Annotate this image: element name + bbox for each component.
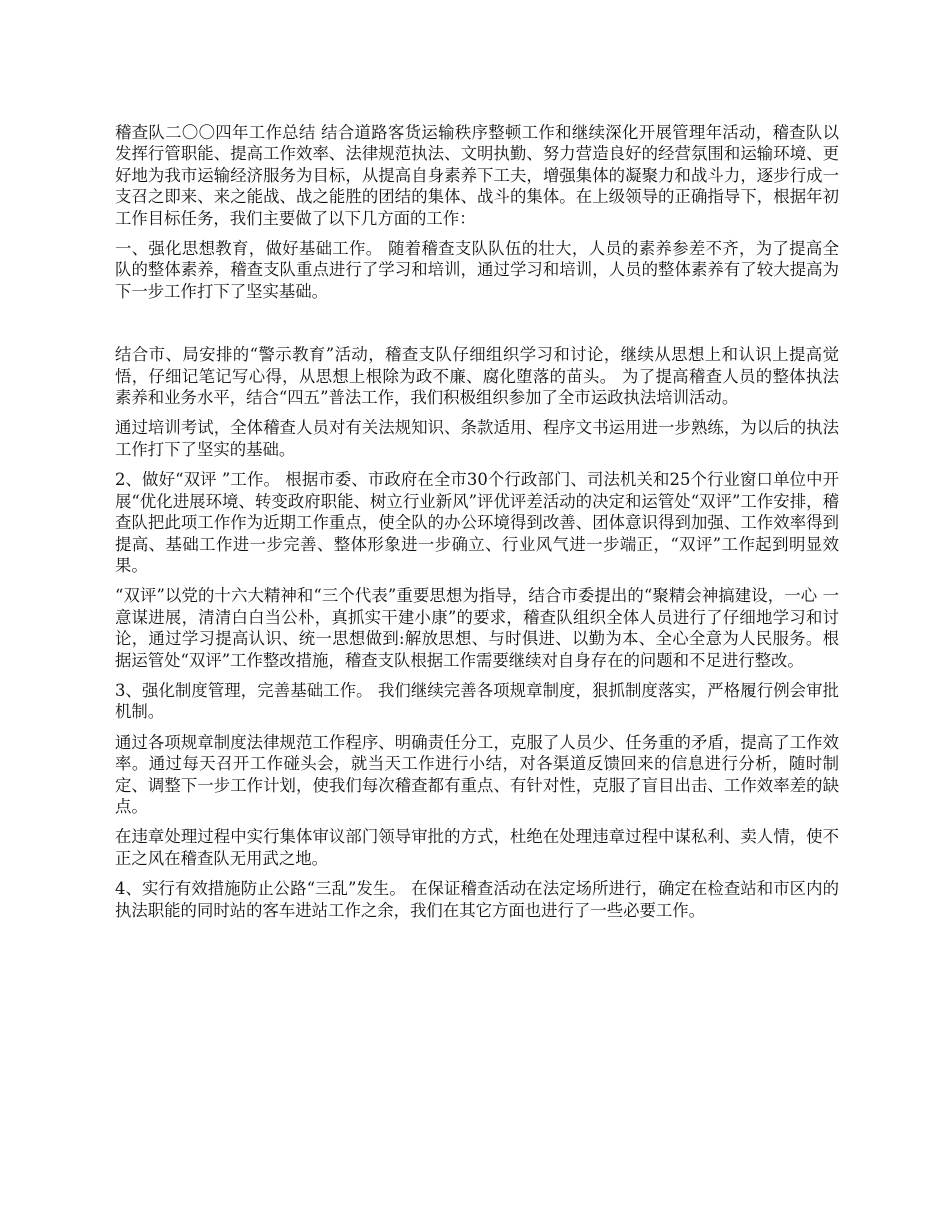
- paragraph-section-3: 3、强化制度管理，完善基础工作。 我们继续完善各项规章制度，狠抓制度落实，严格履行例会审批机制。: [115, 680, 839, 722]
- paragraph-training-exam: 通过培训考试，全体稽查人员对有关法规知识、条款适用、程序文书运用进一步熟练，为以后的执法工作打下了坚实的基础。: [115, 418, 839, 459]
- paragraph-section-4: 4、实行有效措施防止公路“三乱”发生。 在保证稽查活动在法定场所进行，确定在检查站和市区内的执法职能的同时站的客车进站工作之余，我们在其它方面也进行了一些必要工作。: [115, 879, 839, 920]
- paragraph-intro: 稽查队二〇〇四年工作总结 结合道路客货运输秩序整顿工作和继续深化开展管理年活动，稽查队以发挥行管职能、提高工作效率、法律规范执法、文明执勤、努力营造良好的经营氛围和运输环境、更好地为我市运输经济服务为目标，从提高自身素养下工夫，增强集体的凝聚力和战斗力，逐步行成一支召之即来、来之能战、战之能胜的团结的集体、战斗的集体。在上级领导的正确指导下，根据年初工作目标任务，我们主要做了以下几方面的工作：: [115, 123, 839, 228]
- paragraph-double-evaluation: “双评”以党的十六大精神和“三个代表”重要思想为指导，结合市委提出的“聚精会神搞建设，一心 一意谋进展，清清白白当公朴，真抓实干建小康”的要求，稽查队组织全体人员进行了仔细地学习和讨论，通过学习提高认识、统一思想做到:解放思想、与时俱进、以勤为本、全心全意为人民服务。根据运管处“双评”工作整改措施，稽查支队根据工作需要继续对自身存在的问题和不足进行整改。: [115, 586, 839, 670]
- paragraph-violation-handling: 在违章处理过程中实行集体审议部门领导审批的方式，杜绝在处理违章过程中谋私利、卖人情，使不正之风在稽查队无用武之地。: [115, 827, 839, 868]
- document-body: [115, 122, 839, 930]
- paragraph-section-2: 2、做好“双评 ”工作。 根据市委、市政府在全市30个行政部门、司法机关和25个行业窗口单位中开展“优化进展环境、转变政府职能、树立行业新风”评优评差活动的决定和运管处“双评”工作安排，稽查队把此项工作作为近期工作重点，使全队的办公环境得到改善、团体意识得到加强、工作效率得到提高、基础工作进一步完善、整体形象进一步确立、行业风气进一步端正，“双评”工作起到明显效果。: [115, 470, 839, 575]
- paragraph-regulations: 通过各项规章制度法律规范工作程序、明确责任分工，克服了人员少、任务重的矛盾，提高了工作效率。通过每天召开工作碰头会，就当天工作进行小结，对各渠道反馈回来的信息进行分析，随时制定、调整下一步工作计划，使我们每次稽查都有重点、有针对性，克服了盲目出击、工作效率差的缺点。: [115, 732, 839, 816]
- paragraph-section-1: 一、强化思想教育，做好基础工作。 随着稽查支队队伍的壮大，人员的素养参差不齐，为了提高全队的整体素养，稽查支队重点进行了学习和培训，通过学习和培训，人员的整体素养有了较大提高为下一步工作打下了坚实基础。: [115, 239, 839, 301]
- paragraph-warning-education: 结合市、局安排的“警示教育”活动，稽查支队仔细组织学习和讨论，继续从思想上和认识上提高觉悟，仔细记笔记写心得，从思想上根除为政不廉、腐化堕落的苗头。 为了提高稽查人员的整体执法素养和业务水平，结合“四五”普法工作，我们积极组织参加了全市运政执法培训活动。: [115, 345, 839, 408]
